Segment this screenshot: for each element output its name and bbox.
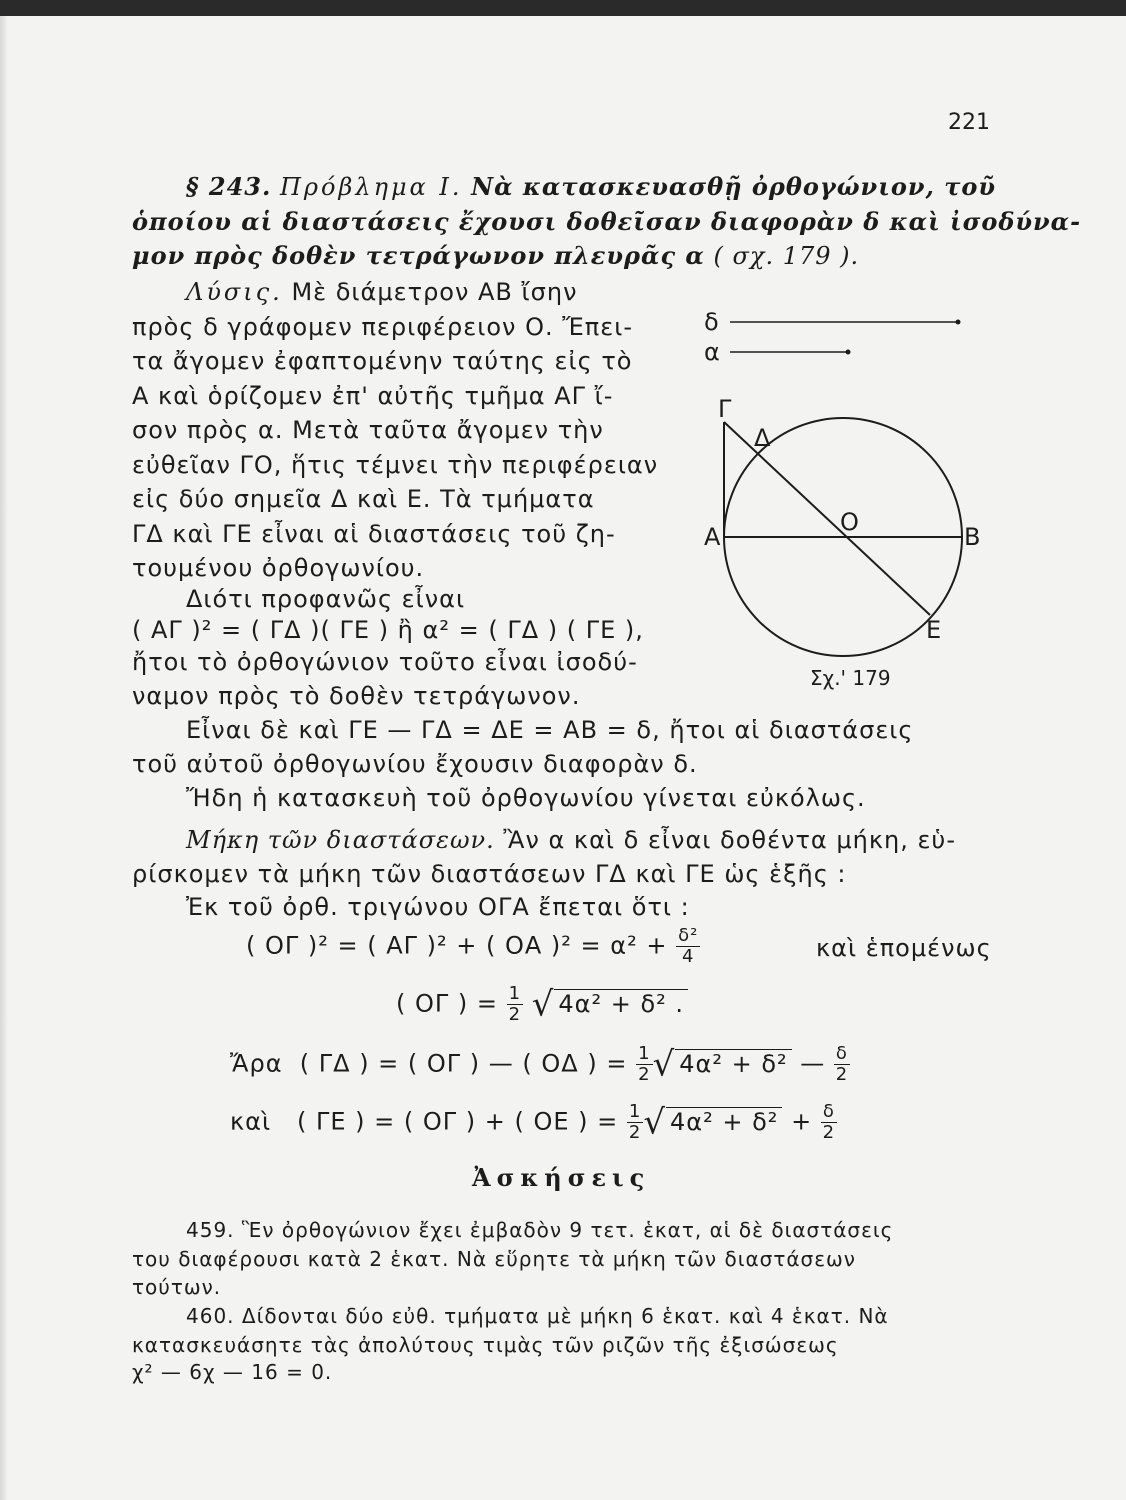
sqrt-icon: √ [652, 1044, 676, 1085]
lengths-text-1: Ἂν α καὶ δ εἶναι δοθέντα μήκη, εὑ- [503, 826, 956, 854]
solution-equation-line: ( ΑΓ )² = ( ΓΔ )( ΓΕ ) ἢ α² = ( ΓΔ ) ( ΓΕ ), [132, 616, 644, 644]
solution-line: ἤτοι τὸ ὀρθογώνιον τοῦτο εἶναι ἰσοδύ- [132, 648, 638, 676]
sqrt-icon: √ [531, 984, 555, 1025]
figure-caption: Σχ.' 179 [810, 666, 891, 690]
solution-line: Α καὶ ὁρίζομεν ἐπ' αὐτῆς τμῆμα ΑΓ ἴ- [132, 382, 614, 410]
solution-line-1 [186, 278, 577, 306]
scan-top-border [0, 0, 1126, 16]
frac-denominator: 2 [835, 1064, 849, 1085]
label-a: Α [704, 523, 721, 551]
eq1-tail: καὶ ἑπομένως [816, 934, 992, 962]
solution-line: τουμένου ὀρθογωνίου. [132, 554, 425, 582]
problem-line-3 [132, 241, 859, 270]
solution-line: εἰς δύο σημεῖα Δ καὶ Ε. Τὰ τμήματα [132, 485, 595, 513]
frac-denominator: 2 [822, 1122, 836, 1143]
label-delta-point: Δ [754, 424, 771, 452]
segment-endpoint [956, 320, 961, 325]
exercise-460-line: 460. Δίδονται δύο εὐθ. τμήματα μὲ μήκη 6 ἑκατ. καὶ 4 ἑκατ. Νὰ [186, 1304, 889, 1328]
problem-line-2: ὁποίου αἱ διαστάσεις ἔχουσι δοθεῖσαν διαφορὰν δ καὶ ἰσοδύνα- [132, 207, 1082, 236]
problem-line-1 [186, 172, 996, 201]
eq4-operator: + [791, 1107, 813, 1136]
eq3-prefix: Ἄρα [230, 1049, 283, 1078]
exercise-459-line: του διαφέρουσι κατὰ 2 ἑκατ. Νὰ εὕρητε τὰ μήκη τῶν διαστάσεων [132, 1247, 856, 1271]
scan-left-shade [0, 16, 8, 1500]
exercise-459-line: 459. Ἓν ὀρθογώνιον ἔχει ἐμβαδὸν 9 τετ. ἑκατ, αἱ δὲ διαστάσεις [186, 1218, 894, 1242]
solution-line: σον πρὸς α. Μετὰ ταῦτα ἄγομεν τὴν [132, 416, 604, 444]
frac-numerator: 1 [508, 983, 522, 1004]
exercise-459-line: τούτων. [132, 1275, 222, 1299]
equation-3 [230, 1044, 850, 1085]
solution-line: ΓΔ καὶ ΓΕ εἶναι αἱ διαστάσεις τοῦ ζη- [132, 520, 616, 548]
section-number: § 243. [186, 172, 272, 201]
lengths-label: Μήκη τῶν διαστάσεων. [186, 826, 495, 854]
exercise-460-line: κατασκευάσητε τὰς ἀπολύτους τιμὰς τῶν ριζῶν τῆς ἐξισώσεως [132, 1333, 839, 1357]
figure-179 [690, 300, 1010, 700]
solution-label: Λύσις. [186, 278, 283, 306]
exercise-460-line: χ² — 6χ — 16 = 0. [132, 1360, 333, 1384]
problem-label: Πρόβλημα I. [280, 173, 463, 201]
fraction-one-half [636, 1044, 652, 1085]
lengths-line-3: Ἐκ τοῦ ὀρθ. τριγώνου ΟΓΑ ἔπεται ὅτι : [186, 893, 690, 921]
eq3-lhs: ( ΓΔ ) = ( ΟΓ ) — ( ΟΔ ) = [299, 1049, 628, 1078]
solution-line: πρὸς δ γράφομεν περιφέρειον Ο. Ἔπει- [132, 313, 633, 341]
frac-denominator: 4 [682, 946, 695, 967]
lengths-line-1 [186, 826, 956, 854]
page-number: 221 [948, 110, 990, 135]
label-e: Ε [926, 616, 942, 644]
fraction-delta-sq-over-4 [676, 926, 700, 967]
sqrt-icon: √ [643, 1102, 667, 1143]
solution-text-1: Μὲ διάμετρον ΑΒ ἴσην [291, 278, 578, 306]
fraction-one-half [507, 984, 523, 1025]
solution-line: ναμον πρὸς τὸ δοθὲν τετράγωνον. [132, 682, 581, 710]
problem-text-3: μον πρὸς δοθὲν τετράγωνον πλευρᾶς α [132, 241, 705, 270]
fraction-delta-over-2 [821, 1102, 837, 1143]
eq1-lhs: ( ΟΓ )² = ( ΑΓ )² + ( ΟΑ )² = α² + [246, 931, 668, 960]
solution-line: εὐθεῖαν ΓΟ, ἥτις τέμνει τὴν περιφέρειαν [132, 451, 659, 479]
label-b: Β [964, 523, 981, 551]
frac-numerator: 1 [628, 1101, 642, 1122]
fraction-one-half [627, 1102, 643, 1143]
segment-endpoint [846, 350, 851, 355]
frac-denominator: 2 [508, 1004, 522, 1025]
frac-denominator: 2 [638, 1064, 651, 1085]
frac-numerator: δ [835, 1043, 848, 1064]
lengths-line-2: ρίσκομεν τὰ μήκη τῶν διαστάσεων ΓΔ καὶ ΓΕ ὡς ἑξῆς : [132, 860, 847, 888]
eq4-prefix: καὶ [230, 1107, 272, 1136]
solution-line: Ἤδη ἡ κατασκευὴ τοῦ ὀρθογωνίου γίνεται εὐκόλως. [186, 784, 866, 812]
eq4-radicand: 4α² + δ² [666, 1107, 782, 1136]
label-o: Ο [840, 508, 859, 536]
solution-line: Διότι προφανῶς εἶναι [186, 585, 466, 613]
frac-numerator: 1 [638, 1043, 651, 1064]
frac-denominator: 2 [628, 1122, 642, 1143]
eq2-radicand: 4α² + δ² . [554, 989, 688, 1018]
eq2-lhs: ( ΟΓ ) = [396, 989, 498, 1018]
fraction-delta-over-2 [834, 1044, 850, 1085]
problem-text-1: Νὰ κατασκευασθῇ ὀρθογώνιον, τοῦ [471, 172, 997, 201]
exercises-heading: Ἀσκήσεις [472, 1163, 651, 1192]
solution-line: τοῦ αὐτοῦ ὀρθογωνίου ἔχουσιν διαφορὰν δ. [132, 750, 698, 778]
equation-4 [230, 1102, 837, 1143]
solution-line: τα ἄγομεν ἐφαπτομένην ταύτης εἰς τὸ [132, 347, 633, 375]
eq3-operator: — [800, 1049, 826, 1078]
equation-1 [246, 926, 700, 967]
frac-numerator: δ [822, 1101, 835, 1122]
eq3-radicand: 4α² + δ² [675, 1049, 791, 1078]
eq4-lhs: ( ΓΕ ) = ( ΟΓ ) + ( ΟΕ ) = [296, 1107, 619, 1136]
label-delta: δ [704, 308, 719, 336]
solution-line: Εἶναι δὲ καὶ ΓΕ — ΓΔ = ΔΕ = ΑΒ = δ, ἤτοι αἱ διαστάσεις [186, 716, 914, 744]
label-alpha: α [704, 338, 720, 366]
label-gamma: Γ [718, 395, 732, 423]
equation-2 [396, 984, 688, 1025]
figure-reference: ( σχ. 179 ). [713, 242, 860, 270]
frac-numerator: δ² [678, 925, 699, 946]
